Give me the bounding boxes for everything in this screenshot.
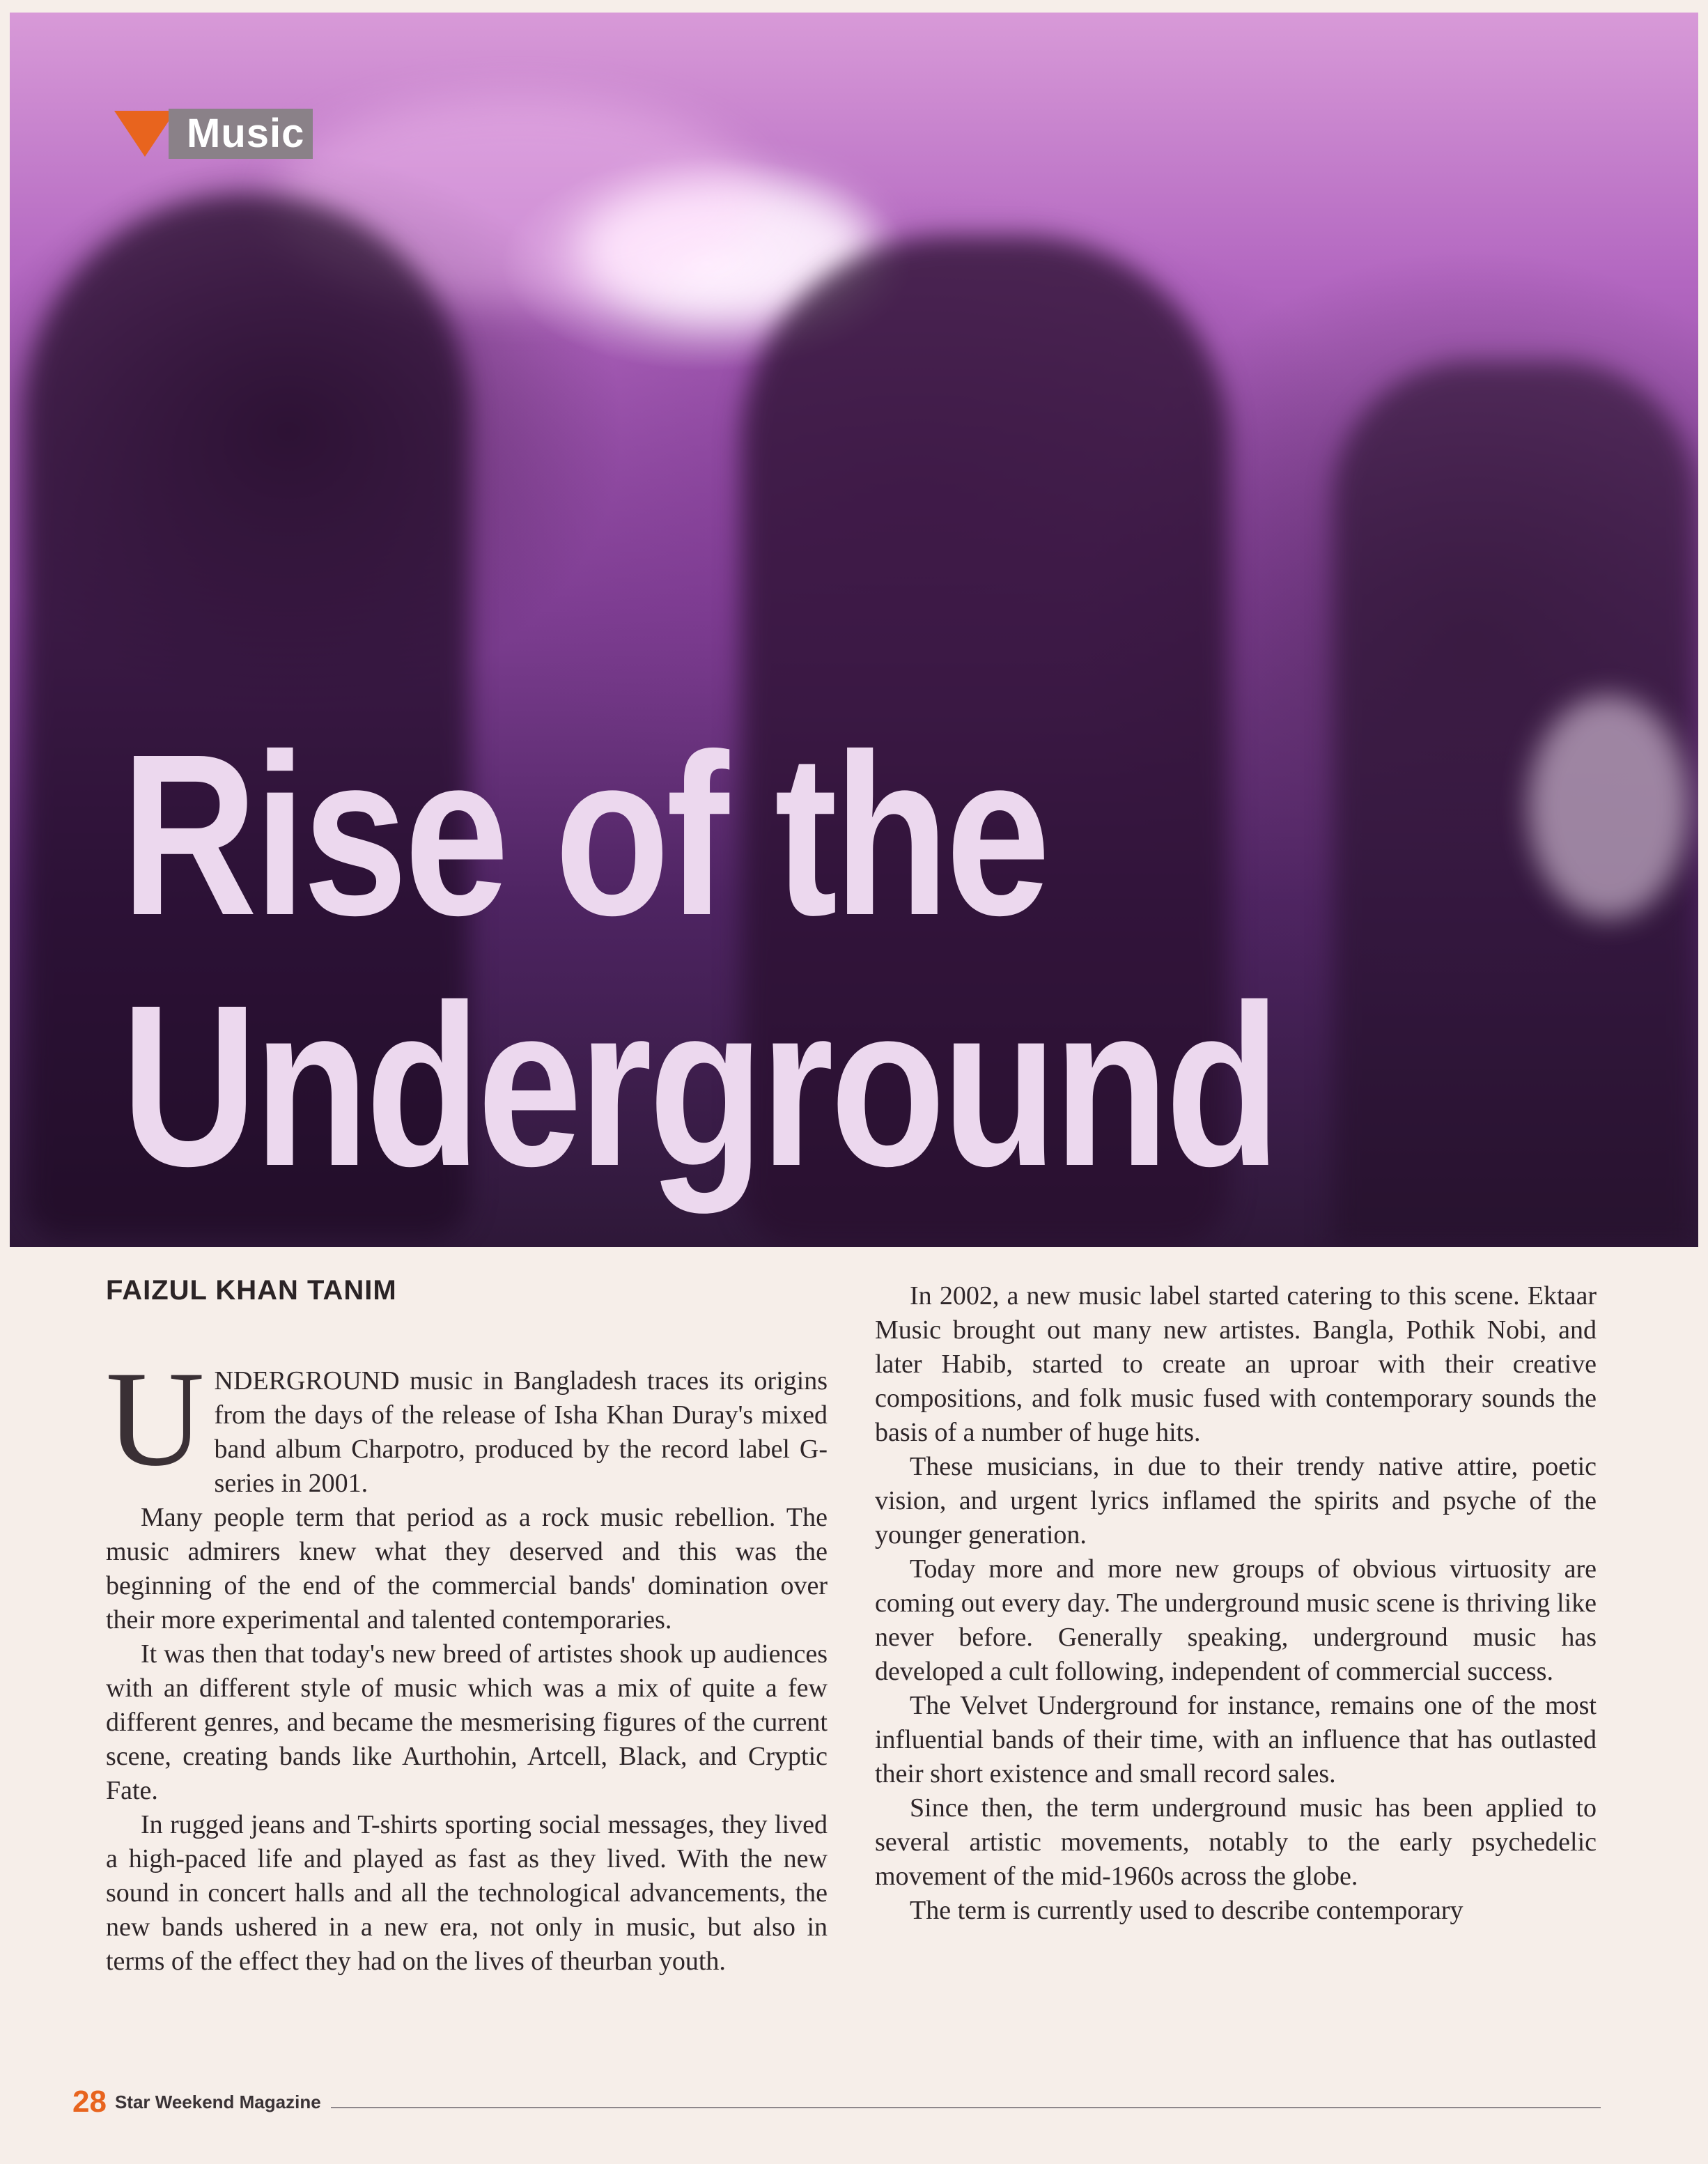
- article-paragraph: Today more and more new groups of obvious virtuosity are coming out every day. The underground music scene is thriving like never before. Generally speaking, underground music has developed a cult following, independent of commercial success.: [875, 1554, 1597, 1686]
- article-column-right: [875, 1279, 1597, 1928]
- concert-photo: [10, 13, 1698, 1247]
- footer-rule: [331, 2107, 1601, 2108]
- article-column-left: [106, 1343, 828, 1979]
- drop-cap: U: [106, 1343, 205, 1494]
- article-paragraph: The term is currently used to describe contemporary: [910, 1896, 1464, 1925]
- headline-line-2: Underground: [121, 957, 1278, 1214]
- shirt-highlight: [1528, 695, 1688, 918]
- headline-line-1: Rise of the: [121, 706, 1048, 963]
- section-label: Music: [169, 109, 313, 159]
- page-number: 28: [72, 2085, 107, 2119]
- article-paragraph: It was then that today's new breed of artistes shook up audiences with an different style of music which was a mix of quite a few different genres, and became the mesmerising figures of the current scene, creating bands like Aurthohin, Artcell, Black, and Cryptic Fate.: [106, 1639, 828, 1805]
- article-paragraph: The Velvet Underground for instance, remains one of the most influential bands of their time, with an influence that has outlasted their short existence and small record sales.: [875, 1691, 1597, 1788]
- page-footer: [72, 2085, 1601, 2119]
- article-paragraph: In rugged jeans and T-shirts sporting social messages, they lived a high-paced life and played as fast as they lived. With the new sound in concert halls and all the technological advancements, the new bands ushered in a new era, not only in music, but also in terms of the effect they had on the lives of theurban youth.: [106, 1810, 828, 1976]
- byline: FAIZUL KHAN TANIM: [106, 1275, 397, 1306]
- section-tag: [114, 109, 313, 159]
- article-paragraph: Many people term that period as a rock music rebellion. The music admirers knew what they deserved and this was the beginning of the end of the commercial bands' domination over their more experimental and talented contemporaries.: [106, 1503, 828, 1634]
- magazine-name: Star Weekend Magazine: [114, 2091, 321, 2112]
- article-paragraph: These musicians, in due to their trendy native attire, poetic vision, and urgent lyrics inflamed the spirits and psyche of the younger generation.: [875, 1452, 1597, 1549]
- article-headline: [121, 706, 1349, 1214]
- article-paragraph: UNDERGROUND music in Bangladesh traces its origins from the days of the release of Isha Khan Duray's mixed band album Charpotro, produced by the record label G-series in 2001.: [106, 1343, 828, 1498]
- section-chevron-icon: [114, 111, 176, 157]
- article-paragraph: Since then, the term underground music has been applied to several artistic movements, notably to the early psychedelic movement of the mid-1960s across the globe.: [875, 1793, 1597, 1891]
- article-paragraph: In 2002, a new music label started catering to this scene. Ektaar Music brought out many new artistes. Bangla, Pothik Nobi, and later Habib, started to create an uproar with their creative compositions, and folk music fused with contemporary sounds the basis of a number of huge hits.: [875, 1281, 1597, 1447]
